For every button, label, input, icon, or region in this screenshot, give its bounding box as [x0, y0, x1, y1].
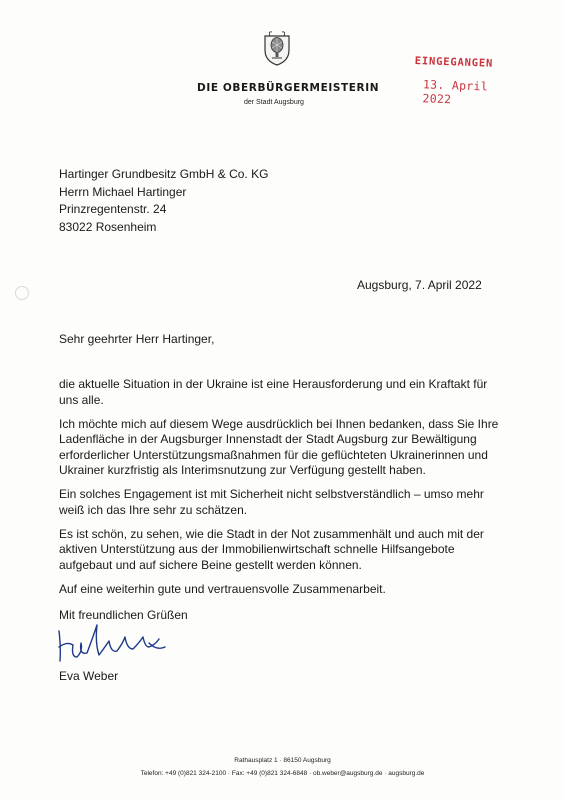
recipient-address	[59, 166, 268, 236]
body-paragraph: Ich möchte mich auf diesem Wege ausdrücklich bei Ihnen bedanken, dass Sie Ihre Ladenfläche in der Augsburger Innenstadt der Stadt Augsburg zur Bewältigung erforderlicher Unterstützungsmaßnahmen für die geflüchteten Ukrainerinnen und Ukrainer kurzfristig als Interimsnutzung zur Verfügung gestellt haben.	[59, 416, 499, 477]
footer-contact: Telefon: +49 (0)821 324-2100 · Fax: +49 (0)821 324-6848 · ob.weber@augsburg.de · augsburg.de	[140, 770, 425, 777]
signer-name: Eva Weber	[59, 669, 119, 683]
letter-body	[59, 377, 499, 606]
punch-hole-mark	[15, 286, 29, 300]
office-title: DIE OBERBÜRGERMEISTERIN	[197, 82, 380, 94]
letter-date: Augsburg, 7. April 2022	[357, 278, 482, 292]
body-paragraph: Ein solches Engagement ist mit Sicherheit nicht selbstverständlich – umso mehr weiß ich das Ihre sehr zu schätzen.	[59, 487, 484, 517]
footer-address: Rathausplatz 1 · 86150 Augsburg	[234, 757, 331, 764]
received-stamp	[413, 55, 507, 108]
closing-phrase: Mit freundlichen Grüßen	[59, 608, 188, 622]
city-crest-pinecone-icon	[262, 30, 292, 66]
body-paragraph: Es ist schön, zu sehen, wie die Stadt in der Not zusammenhält und auch mit der aktiven Unterstützung aus der Immobilienwirtschaft schnelle Hilfsangebote aufgebaut und auf sichere Beine gestellt werden können.	[59, 526, 484, 572]
salutation: Sehr geehrter Herr Hartinger,	[59, 332, 215, 346]
body-paragraph: Auf eine weiterhin gute und vertrauensvolle Zusammenarbeit.	[59, 581, 386, 596]
stamp-label: EINGEGANGEN	[414, 55, 494, 70]
address-line: 83022 Rosenheim	[59, 219, 157, 234]
handwritten-signature-icon	[53, 617, 173, 667]
body-paragraph: die aktuelle Situation in der Ukraine ist eine Herausforderung und ein Kraftakt für uns alle.	[59, 377, 488, 407]
stamp-date: 13. April 2022	[422, 77, 489, 107]
address-line: Prinzregentenstr. 24	[59, 202, 167, 216]
address-line: Herrn Michael Hartinger	[59, 184, 187, 199]
office-subtitle: der Stadt Augsburg	[244, 99, 304, 106]
address-line: Hartinger Grundbesitz GmbH & Co. KG	[59, 167, 269, 181]
